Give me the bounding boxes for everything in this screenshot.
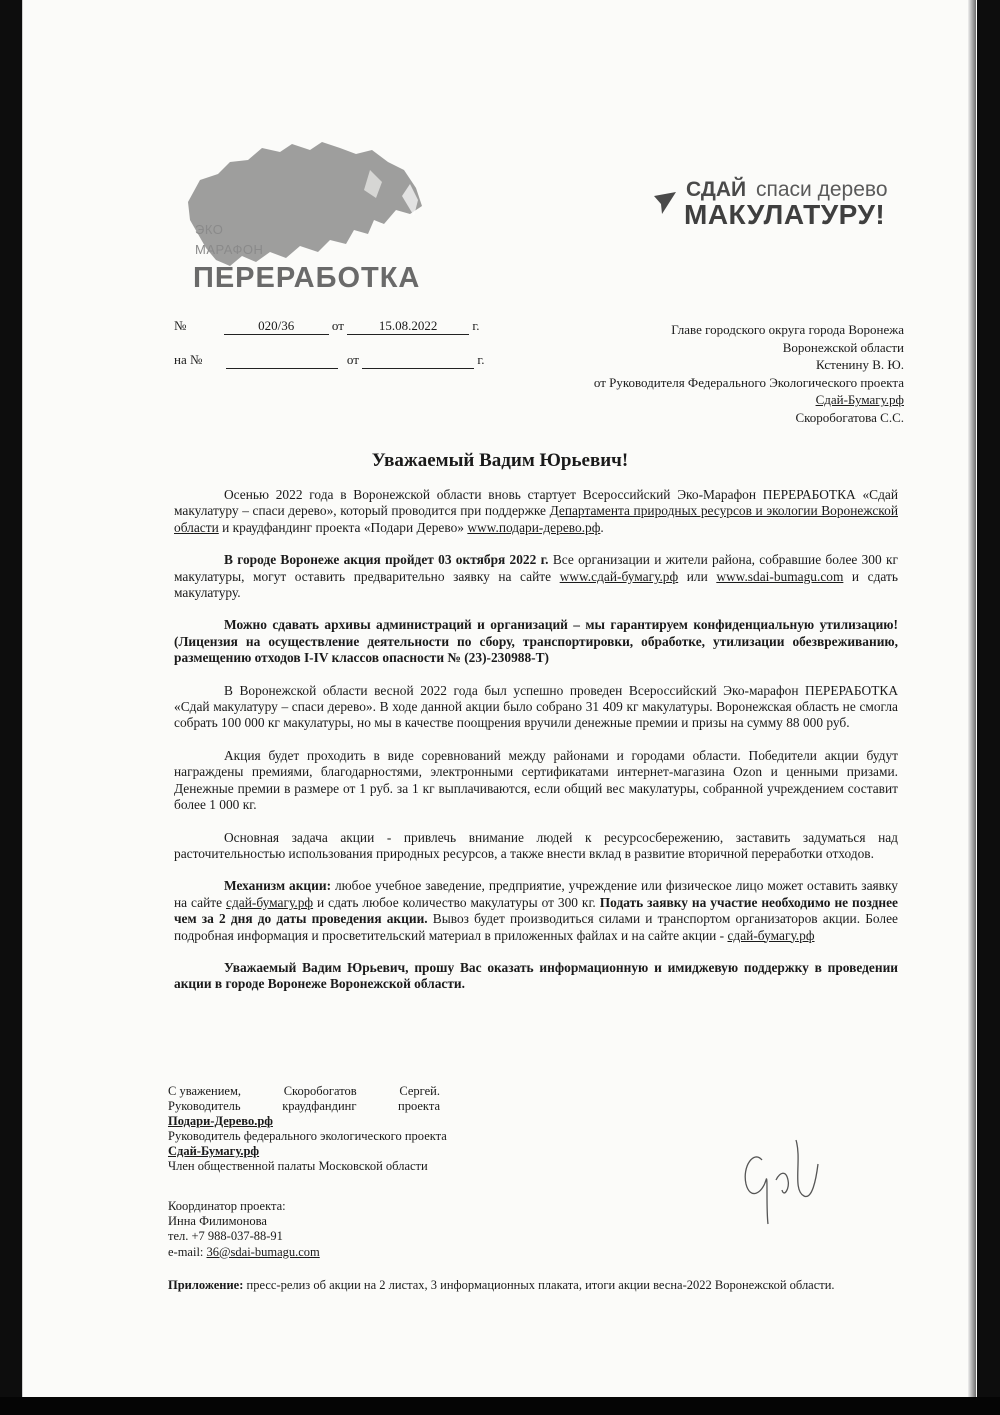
date-value: 15.08.2022	[347, 318, 469, 335]
eco-logo-line2: МАРАФОН	[195, 242, 264, 257]
p7-bold-deadline: Подать заявку на участие необходимо не позднее чем за 2 дня до даты проведения акции.	[174, 894, 898, 927]
sig-row-2	[168, 1099, 440, 1114]
p2-text-b: или	[678, 568, 717, 584]
paragraph-5: Акция будет проходить в виде соревнований между районами и городами области. Победители акции будут награждены премиями, благодарностями, электронными сертификатами интернет-магазина Ozon и ценными призами. Денежные премии в размере от 1 руб. за 1 кг выплачиваются, если общий вес макулатуры, собранной учреждением составит более 1 000 кг.	[174, 747, 898, 813]
paragraph-3	[174, 617, 898, 666]
p2-text-c: и сдать макулатуру.	[174, 568, 898, 601]
sig-r1-c2: Скоробогатов	[283, 1084, 357, 1098]
signature-block	[168, 1084, 447, 1174]
addressee-block	[594, 321, 904, 427]
addressee-line5: Сдай-Бумагу.рф	[815, 392, 904, 408]
p7-text-c: Вывоз будет производиться силами и транспортом организаторов акции. Более подробная информация и просветительский материал в приложенных файлах и на сайте акции -	[174, 911, 898, 943]
date-from-label: от	[331, 318, 344, 333]
number-label: №	[174, 318, 187, 333]
p1-text-b: и краудфандинг проекта «Подари Дерево»	[218, 519, 468, 535]
coord-phone: тел. +7 988-037-88-91	[168, 1229, 283, 1244]
addressee-line1: Главе городского округа города Воронежа	[671, 322, 904, 337]
sig-r1-c3: Сергей.	[399, 1084, 440, 1098]
p8-bold: Уважаемый Вадим Юрьевич, прошу Вас оказать информационную и имиджевую поддержку в проведении акции в городе Воронеже Воронежской области.	[174, 959, 898, 992]
paragraph-8	[174, 960, 898, 993]
sig-r2-c3: проекта	[398, 1099, 440, 1113]
p2-text-a: Все организации и жители района, собравшие более 300 кг макулатуры, могут оставить предварительно заявку на сайте	[174, 552, 898, 584]
p7-text-b: и сдать любое количество макулатуры от 300 кг.	[313, 894, 600, 910]
paragraph-2	[174, 552, 898, 601]
sig-r2-c1: Руководитель	[168, 1099, 241, 1113]
appendix-label: Приложение:	[168, 1278, 244, 1292]
number-value: 020/36	[224, 318, 329, 335]
coord-email-link[interactable]: 36@sdai-bumagu.com	[206, 1244, 320, 1259]
sdai-bumagu-rf-link[interactable]: www.сдай-бумагу.рф	[559, 568, 679, 584]
p7-bold-label: Механизм акции:	[224, 878, 332, 894]
scan-edge-shadow	[968, 0, 976, 1397]
p2-bold: В городе Воронеже акция пройдет 03 октября 2022 г.	[224, 552, 549, 568]
reply-number-blank	[226, 352, 338, 369]
sig-r2-c2: краудфандинг	[282, 1099, 357, 1113]
sdai-logo-word2: спаси дерево	[756, 178, 888, 201]
p1-text-a: Осенью 2022 года в Воронежской области вновь стартует Всероссийский Эко-Марафон ПЕРЕРАБОТКА «Сдай макулатуру – спаси дерево», который проводится при поддержке	[174, 487, 898, 519]
sig-line4: Руководитель федерального экологического проекта	[168, 1129, 447, 1143]
letter-body	[174, 487, 898, 1009]
coord-email-row	[168, 1245, 320, 1260]
paper-plane-logo-icon	[652, 190, 678, 216]
p7-text-a: любое учебное заведение, предприятие, учреждение или физическое лицо может оставить заявку на сайте	[174, 878, 898, 910]
coordinator-block	[168, 1199, 320, 1260]
paragraph-4: В Воронежской области весной 2022 года был успешно проведен Всероссийский Эко-марафон ПЕРЕРАБОТКА «Сдай макулатуру – спаси дерево». В ходе данной акции было собрано 31 409 кг макулатуры. Воронежская область не смогла собрать 100 000 кг макулатуры, но мы в качестве поощрения вручили денежные премии и призы на сумму 88 000 руб.	[174, 682, 898, 731]
appendix-text: пресс-релиз об акции на 2 листах, 3 информационных плаката, итоги акции весна-2022 Воронежской области.	[243, 1278, 835, 1292]
sig-sdai-link[interactable]: Сдай-Бумагу.рф	[168, 1144, 260, 1158]
scan-bottom-edge	[0, 1397, 1000, 1415]
paragraph-1	[174, 487, 898, 536]
paragraph-7	[174, 878, 898, 944]
sig-line6: Член общественной палаты Московской области	[168, 1159, 428, 1173]
greeting: Уважаемый Вадим Юрьевич!	[371, 450, 629, 471]
department-link[interactable]: Департамента природных ресурсов и экологии Воронежской области	[174, 503, 898, 535]
reply-number-row	[174, 352, 485, 369]
p7-site-link-2[interactable]: сдай-бумагу.рф	[727, 927, 815, 943]
podari-derevo-link[interactable]: www.подари-дерево.рф	[467, 519, 601, 535]
addressee-line6: Скоробогатова С.С.	[795, 409, 904, 425]
handwritten-signature-icon	[732, 1120, 832, 1230]
eco-logo-line1: ЭКО	[195, 222, 224, 237]
coord-email-label: e-mail:	[168, 1244, 207, 1259]
reply-year-suffix: г.	[477, 352, 485, 367]
reply-number-label: на №	[174, 352, 203, 367]
sig-r1-c1: С уважением,	[168, 1084, 241, 1098]
sig-row-1	[168, 1084, 440, 1099]
reply-from-label: от	[346, 352, 359, 367]
sdai-logo-word3: МАКУЛАТУРУ!	[684, 199, 886, 230]
addressee-line2: Воронежской области	[782, 339, 904, 355]
coord-line1: Координатор проекта:	[168, 1199, 286, 1213]
addressee-line4: от Руководителя Федерального Экологического проекта	[593, 374, 904, 390]
p1-text-c: .	[600, 519, 604, 535]
appendix	[168, 1278, 878, 1293]
p7-site-link-1[interactable]: сдай-бумагу.рф	[226, 894, 314, 910]
sdai-logo-word1: СДАЙ	[686, 178, 747, 201]
p3-bold: Можно сдавать архивы администраций и организаций – мы гарантируем конфиденциальную утилизацию! (Лицензия на осуществление деятельности по сбору, транспортировки, обработке, утилизации обезвреживанию, размещению отходов I-IV классов опасности № (23)-230988-Т)	[174, 617, 898, 666]
paragraph-6: Основная задача акции - привлечь внимание людей к ресурсосбережению, заставить задуматься над расточительностью использования природных ресурсов, а также внести вклад в развитие вторичной переработки отходов.	[174, 829, 898, 861]
eco-logo-line3: ПЕРЕРАБОТКА	[193, 262, 421, 294]
date-year-suffix: г.	[472, 318, 480, 333]
coord-line2: Инна Филимонова	[168, 1214, 267, 1229]
addressee-line3: Кстенину В. Ю.	[816, 357, 904, 373]
reply-date-blank	[362, 352, 474, 369]
sig-podari-link[interactable]: Подари-Дерево.рф	[168, 1114, 273, 1128]
sdai-bumagu-com-link[interactable]: www.sdai-bumagu.com	[716, 568, 844, 584]
outgoing-number-row	[174, 318, 480, 335]
